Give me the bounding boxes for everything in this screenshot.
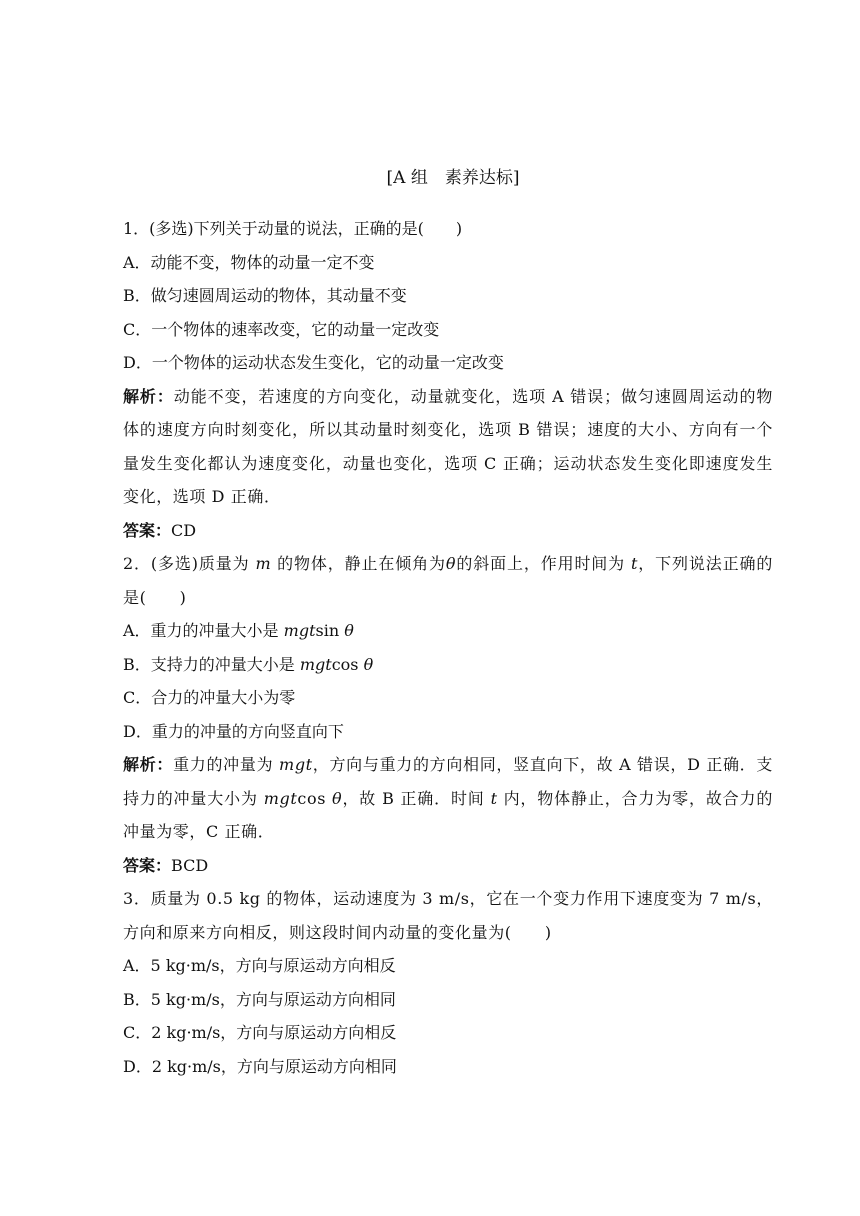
answer-label: 答案： xyxy=(123,855,172,875)
question-1-option-c: C．一个物体的速率改变，它的动量一定改变 xyxy=(123,319,440,339)
analysis-text: 重力的冲量为 xyxy=(173,755,280,774)
question-3-option-a: A．5 kg·m/s，方向与原运动方向相反 xyxy=(123,956,396,975)
analysis-text: ，方向与重力的方向相同，竖直向下，故 A 错误，D 正确．支持力的冲量大小为 xyxy=(123,755,773,808)
stem-var-t: t xyxy=(631,554,639,573)
analysis-formula: mgt xyxy=(279,755,313,774)
option-text: C．合力的冲量大小为零 xyxy=(123,688,296,707)
question-1 xyxy=(123,212,773,547)
stem-text: 2．(多选)质量为 xyxy=(123,554,256,573)
option-text: sin xyxy=(315,621,345,640)
question-1-option-d: D．一个物体的运动状态发生变化，它的动量一定改变 xyxy=(123,353,504,372)
stem-text: 的斜面上，作用时间为 xyxy=(456,554,631,573)
question-2-stem xyxy=(123,547,773,614)
option-theta: θ xyxy=(344,621,354,640)
question-1-option-b: B．做匀速圆周运动的物体，其动量不变 xyxy=(123,286,407,305)
answer-value: CD xyxy=(171,520,197,540)
question-3-stem: 3．质量为 0.5 kg 的物体，运动速度为 3 m/s，它在一个变力作用下速度变为 7 m/s，方向和原来方向相反，则这段时间内动量的变化量为( ) xyxy=(123,889,773,942)
question-2-answer xyxy=(123,849,773,883)
analysis-text: 动能不变，若速度的方向变化，动量就变化，选项 A 错误；做匀速圆周运动的物体的速度方向时刻变化，所以其动量时刻变化，选项 B 错误；速度的大小、方向有一个量发生变化都认为速度变化，动量也变化，选项 C 正确；运动状态发生变化即速度发生变化，选项 D 正确． xyxy=(123,386,773,506)
question-1-answer xyxy=(123,514,773,548)
analysis-label: 解析： xyxy=(123,386,174,406)
stem-text: ，下列说法正确的是( ) xyxy=(123,554,773,607)
option-text: cos xyxy=(331,654,364,674)
answer-label: 答案： xyxy=(123,520,172,540)
question-2-option-b xyxy=(123,648,773,682)
question-1-option-a: A．动能不变，物体的动量一定不变 xyxy=(123,252,375,272)
analysis-var-t: t xyxy=(490,788,498,808)
section-title: [A 组 素养达标] xyxy=(386,168,520,188)
analysis-text: ，故 B 正确．时间 xyxy=(342,788,491,808)
option-formula: mgt xyxy=(299,654,332,674)
answer-value: BCD xyxy=(171,855,209,875)
stem-var-theta: θ xyxy=(445,554,457,573)
question-2-option-d xyxy=(123,715,773,749)
option-formula: mgt xyxy=(283,621,316,640)
question-2 xyxy=(123,547,773,882)
question-1-analysis xyxy=(123,380,773,514)
question-2-option-c xyxy=(123,681,773,715)
analysis-text: 内，物体静止，合力为零，故合力的冲量为零，C 正确． xyxy=(123,788,773,841)
question-3-option-b: B．5 kg·m/s，方向与原运动方向相同 xyxy=(123,989,396,1009)
option-text: B．支持力的冲量大小是 xyxy=(123,654,300,674)
question-3-option-c: C．2 kg·m/s，方向与原运动方向相反 xyxy=(123,1023,397,1042)
analysis-formula: mgt xyxy=(263,788,298,808)
analysis-label: 解析： xyxy=(123,755,174,774)
analysis-theta: θ xyxy=(331,788,343,808)
question-3 xyxy=(123,882,773,1083)
document-page xyxy=(123,160,773,1083)
option-theta: θ xyxy=(363,654,374,674)
question-2-option-a xyxy=(123,614,773,648)
question-1-stem: 1．(多选)下列关于动量的说法，正确的是( ) xyxy=(123,219,463,238)
analysis-text: cos xyxy=(297,788,332,808)
question-2-analysis xyxy=(123,748,773,849)
option-text: D．重力的冲量的方向竖直向下 xyxy=(123,721,344,741)
stem-var-m: m xyxy=(255,554,272,573)
option-text: A．重力的冲量大小是 xyxy=(123,621,284,640)
stem-text: 的物体，静止在倾角为 xyxy=(271,554,446,573)
question-3-option-d: D．2 kg·m/s，方向与原运动方向相同 xyxy=(123,1056,397,1076)
